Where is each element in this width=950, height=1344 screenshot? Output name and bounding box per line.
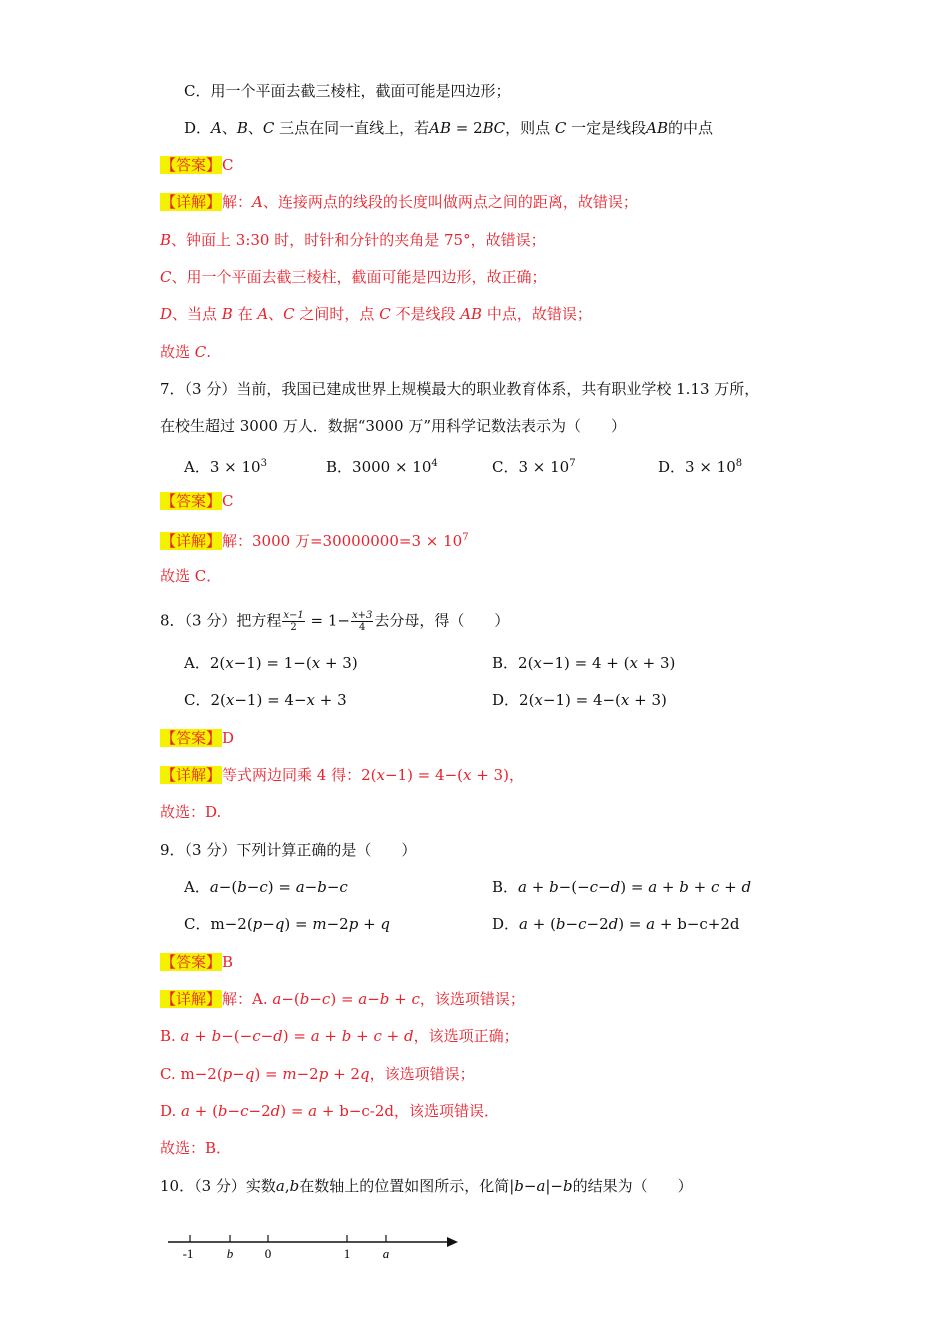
q7-stem-line-1: 7．（3 分）当前，我国已建成世界上规模最大的职业教育体系，共有职业学校 1.13 万所， — [160, 380, 760, 398]
q7-option-c: C．$3 \times 10^7$ — [492, 458, 576, 476]
detail-tag: 【详解】 — [161, 990, 222, 1008]
label-a: a — [382, 1246, 390, 1261]
q6-conclusion: 故选 𝐶. — [160, 343, 212, 361]
q6-detail-2: 𝐵、钟面上 3:30 时，时针和分针的夹角是 75°，故错误； — [160, 231, 546, 249]
q9-detail-4: D. 𝑎 + (𝑏−𝑐−2𝑑) = 𝑎 + b−c-2d，该选项错误． — [160, 1102, 500, 1120]
answer-value: C — [222, 492, 234, 510]
q9-detail-1: 【详解】解：A. 𝑎−(𝑏−𝑐) = 𝑎−𝑏 + 𝑐，该选项错误； — [161, 990, 525, 1008]
q7-option-d: D．$3 \times 10^8$ — [658, 458, 743, 476]
fraction-2: $\frac{\text{𝑥+3}}{4}$ — [351, 610, 373, 633]
detail-tag: 【详解】 — [161, 766, 222, 784]
q9-conclusion: 故选：B． — [160, 1139, 232, 1157]
q8-answer — [160, 728, 234, 748]
detail-tag: 【详解】 — [161, 193, 222, 211]
q7-stem-line-2: 在校生超过 3000 万人．数据“3000 万”用科学记数法表示为（ ） — [160, 417, 626, 435]
answer-value: D — [222, 729, 235, 747]
q6-option-c: C．用一个平面去截三棱柱，截面可能是四边形； — [184, 82, 511, 100]
answer-tag: 【答案】 — [161, 729, 222, 747]
q8-detail: 【详解】等式两边同乘 4 得：2(𝑥−1) = 4−(𝑥 + 3)， — [161, 766, 524, 784]
q9-detail-2: B. 𝑎 + 𝑏−(−𝑐−𝑑) = 𝑎 + 𝑏 + 𝑐 + 𝑑，该选项正确； — [160, 1027, 519, 1045]
axis-arrow — [447, 1237, 458, 1247]
answer-value: B — [222, 953, 234, 971]
q8-option-a: A．2(𝑥−1) = 1−(𝑥 + 3) — [184, 654, 358, 672]
answer-tag: 【答案】 — [161, 156, 222, 174]
answer-value: C — [222, 156, 234, 174]
q10-stem: 10．（3 分）实数𝑎,𝑏在数轴上的位置如图所示，化简|𝑏−𝑎|−𝑏的结果为（ ） — [160, 1177, 693, 1195]
q6-detail-4: 𝐷、当点 𝐵 在 𝐴、𝐶 之间时，点 𝐶 不是线段 𝐴𝐵 中点，故错误； — [160, 305, 592, 323]
q7-detail: 【详解】解：3000 万$=30000000=3 \times 10^7$ — [161, 532, 469, 550]
q8-option-d: D．2(𝑥−1) = 4−(𝑥 + 3) — [492, 691, 667, 709]
number-line — [160, 1222, 470, 1266]
q8-option-b: B．2(𝑥−1) = 4 + (𝑥 + 3) — [492, 654, 676, 672]
fraction-1: $\frac{\text{𝑥−1}}{2}$ — [283, 610, 304, 633]
detail-text: 解：𝐴、连接两点的线段的长度叫做两点之间的距离，故错误； — [222, 193, 638, 211]
label-zero: 0 — [264, 1246, 272, 1261]
q7-option-a: A．$3 \times 10^3$ — [184, 458, 267, 476]
q6-detail-3: 𝐶、用一个平面去截三棱柱，截面可能是四边形，故正确； — [160, 268, 547, 286]
q7-option-b: B．$3000 \times 10^4$ — [326, 458, 438, 476]
q9-stem: 9．（3 分）下列计算正确的是（ ） — [160, 841, 417, 859]
q7-answer — [160, 491, 234, 511]
q9-answer — [160, 952, 233, 972]
q6-option-d: D．𝐴、𝐵、𝐶 三点在同一直线上，若𝐴𝐵 = 2𝐵𝐶，则点 𝐶 一定是线段𝐴𝐵的中点 — [184, 119, 714, 137]
q9-option-b: B．𝑎 + 𝑏−(−𝑐−𝑑) = 𝑎 + 𝑏 + 𝑐 + 𝑑 — [492, 878, 752, 896]
answer-tag: 【答案】 — [161, 953, 222, 971]
q8-stem: 8．（3 分）把方程 $\frac{\text{𝑥−1}}{2}$ = 1− $\frac{\text{𝑥+3}}{4}$ 去分母，得（ ） — [160, 610, 510, 633]
label-b: b — [226, 1246, 234, 1261]
q8-option-c: C．2(𝑥−1) = 4−𝑥 + 3 — [184, 691, 347, 709]
q6-detail-1 — [160, 192, 638, 212]
answer-tag: 【答案】 — [161, 492, 222, 510]
label-minus-one: -1 — [182, 1246, 194, 1261]
q7-conclusion: 故选 C． — [160, 567, 222, 585]
q9-option-c: C．m−2(𝑝−𝑞) = 𝑚−2𝑝 + 𝑞 — [184, 915, 391, 933]
q8-conclusion: 故选：D. — [160, 803, 222, 821]
label-one: 1 — [343, 1246, 351, 1261]
q9-option-a: A．𝑎−(𝑏−𝑐) = 𝑎−𝑏−𝑐 — [184, 878, 348, 896]
q9-detail-3: C. m−2(𝑝−𝑞) = 𝑚−2𝑝 + 2𝑞，该选项错误； — [160, 1065, 475, 1083]
q6-answer — [160, 155, 234, 175]
q9-option-d: D．𝑎 + (𝑏−𝑐−2𝑑) = 𝑎 + b−c+2d — [492, 915, 740, 933]
detail-tag: 【详解】 — [161, 532, 222, 550]
